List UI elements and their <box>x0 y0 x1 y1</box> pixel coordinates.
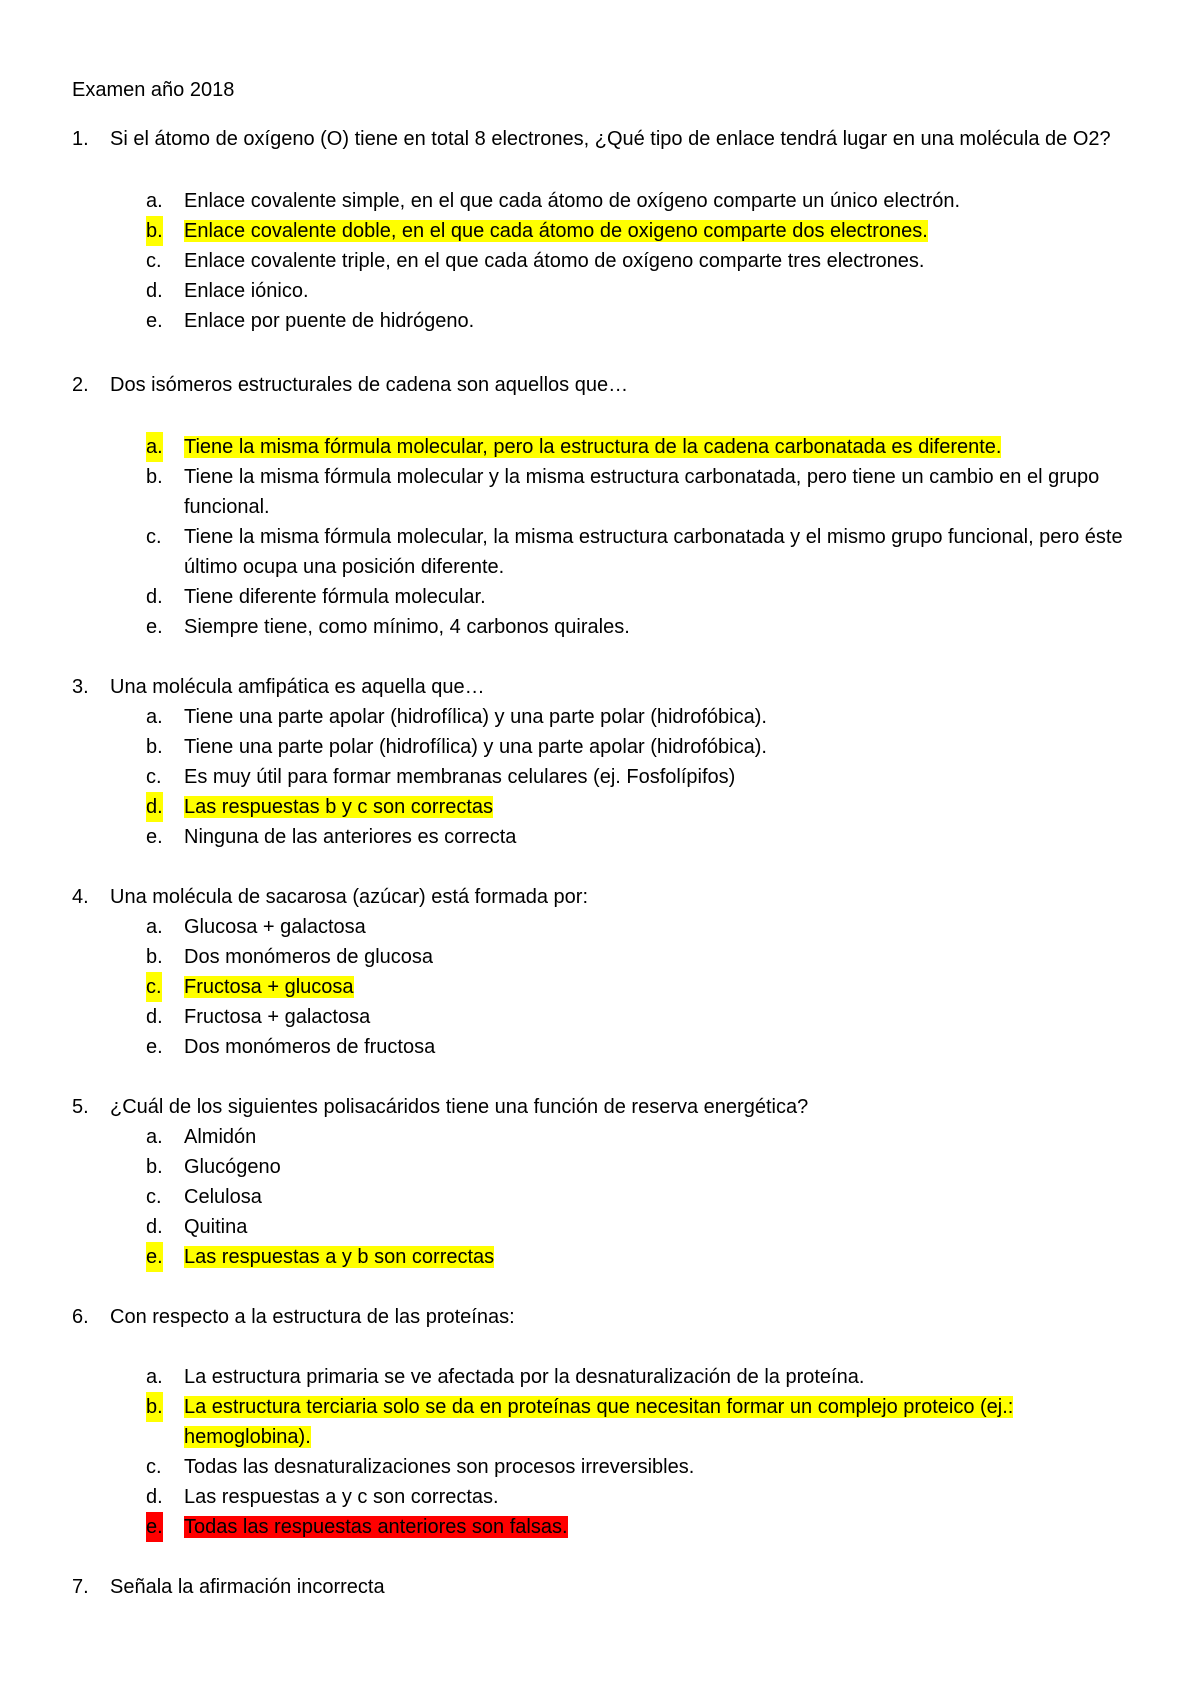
answer-option-highlighted <box>110 216 1140 246</box>
question-text: Dos isómeros estructurales de cadena son aquellos que… <box>110 374 629 396</box>
answer-option <box>110 762 1140 792</box>
question-number: 1. <box>72 128 89 150</box>
answer-option <box>110 582 1140 612</box>
option-letter: a. <box>146 432 163 462</box>
option-letter: e. <box>146 1512 163 1542</box>
option-letter: b. <box>146 216 163 246</box>
answer-option <box>110 1212 1140 1242</box>
option-letter: c. <box>146 1186 162 1208</box>
option-letter: c. <box>146 766 162 788</box>
answer-option-marked-wrong <box>110 1512 1140 1542</box>
answer-option <box>110 1152 1140 1182</box>
answer-option-highlighted <box>110 972 1140 1002</box>
answer-option <box>110 942 1140 972</box>
answer-option <box>110 612 1140 642</box>
option-letter: e. <box>146 616 163 638</box>
option-text: Almidón <box>184 1126 257 1148</box>
answer-option <box>110 1032 1140 1062</box>
option-letter: c. <box>146 526 162 548</box>
option-letter: e. <box>146 826 163 848</box>
answer-option <box>110 1482 1140 1512</box>
question-text: Una molécula amfipática es aquella que… <box>110 676 485 698</box>
option-text: Tiene una parte apolar (hidrofílica) y una parte polar (hidrofóbica). <box>184 706 767 728</box>
answer-option <box>110 732 1140 762</box>
option-text: La estructura terciaria solo se da en proteínas que necesitan formar un complejo proteico (ej.: hemoglobina). <box>184 1396 1014 1448</box>
option-letter: b. <box>146 466 163 488</box>
option-letter: d. <box>146 280 163 302</box>
answer-option <box>110 1182 1140 1212</box>
option-text: Glucosa + galactosa <box>184 916 366 938</box>
question-number: 7. <box>72 1576 89 1598</box>
option-letter: a. <box>146 916 163 938</box>
option-text: Las respuestas a y c son correctas. <box>184 1486 499 1508</box>
option-text: Fructosa + galactosa <box>184 1006 371 1028</box>
option-letter: d. <box>146 1486 163 1508</box>
option-text: Ninguna de las anteriores es correcta <box>184 826 517 848</box>
option-text: La estructura primaria se ve afectada por la desnaturalización de la proteína. <box>184 1366 865 1388</box>
answer-option <box>110 1452 1140 1482</box>
option-letter: d. <box>146 1216 163 1238</box>
option-text: Las respuestas b y c son correctas <box>184 796 494 818</box>
option-text: Tiene diferente fórmula molecular. <box>184 586 486 608</box>
option-letter: b. <box>146 736 163 758</box>
question-number: 6. <box>72 1306 89 1328</box>
question-number: 4. <box>72 886 89 908</box>
answer-option <box>110 1002 1140 1032</box>
option-letter: a. <box>146 190 163 212</box>
option-letter: b. <box>146 1156 163 1178</box>
option-text: Dos monómeros de fructosa <box>184 1036 436 1058</box>
option-letter: a. <box>146 706 163 728</box>
option-letter: c. <box>146 1456 162 1478</box>
option-text: Fructosa + glucosa <box>184 976 354 998</box>
option-text: Enlace iónico. <box>184 280 309 302</box>
option-letter: e. <box>146 1242 163 1272</box>
answer-option-highlighted <box>110 432 1140 462</box>
answer-option-highlighted <box>110 792 1140 822</box>
option-text: Tiene una parte polar (hidrofílica) y una parte apolar (hidrofóbica). <box>184 736 767 758</box>
answer-option-highlighted <box>110 1242 1140 1272</box>
question-text: ¿Cuál de los siguientes polisacáridos tiene una función de reserva energética? <box>110 1096 809 1118</box>
answer-option <box>110 912 1140 942</box>
option-text: Siempre tiene, como mínimo, 4 carbonos quirales. <box>184 616 630 638</box>
option-text: Dos monómeros de glucosa <box>184 946 434 968</box>
option-text: Enlace covalente doble, en el que cada átomo de oxigeno comparte dos electrones. <box>184 220 928 242</box>
option-letter: e. <box>146 1036 163 1058</box>
answer-option <box>110 822 1140 852</box>
option-letter: d. <box>146 1006 163 1028</box>
option-text: Es muy útil para formar membranas celulares (ej. Fosfolípifos) <box>184 766 736 788</box>
option-text: Tiene la misma fórmula molecular, pero la estructura de la cadena carbonatada es diferente. <box>184 436 1002 458</box>
option-text: Enlace por puente de hidrógeno. <box>184 310 475 332</box>
option-letter: c. <box>146 972 162 1002</box>
answer-option <box>110 702 1140 732</box>
answer-option <box>110 306 1140 336</box>
question-text: Señala la afirmación incorrecta <box>110 1576 385 1598</box>
question-text: Con respecto a la estructura de las proteínas: <box>110 1306 515 1328</box>
answer-option <box>110 462 1140 522</box>
option-letter: a. <box>146 1126 163 1148</box>
option-letter: d. <box>146 792 163 822</box>
option-text: Tiene la misma fórmula molecular y la misma estructura carbonatada, pero tiene un cambio en el grupo funcional. <box>184 466 1100 518</box>
option-text: Todas las respuestas anteriores son falsas. <box>184 1516 568 1538</box>
option-text: Las respuestas a y b son correctas <box>184 1246 495 1268</box>
answer-option <box>110 246 1140 276</box>
document-title: Examen año 2018 <box>72 79 235 101</box>
option-letter: b. <box>146 946 163 968</box>
answer-option-highlighted <box>110 1392 1140 1452</box>
option-letter: b. <box>146 1392 163 1422</box>
option-letter: e. <box>146 310 163 332</box>
question-text: Una molécula de sacarosa (azúcar) está formada por: <box>110 886 589 908</box>
option-letter: c. <box>146 250 162 272</box>
option-text: Glucógeno <box>184 1156 281 1178</box>
answer-option <box>110 1122 1140 1152</box>
answer-option <box>110 1362 1140 1392</box>
option-text: Enlace covalente triple, en el que cada átomo de oxígeno comparte tres electrones. <box>184 250 925 272</box>
option-letter: d. <box>146 586 163 608</box>
option-text: Enlace covalente simple, en el que cada átomo de oxígeno comparte un único electrón. <box>184 190 961 212</box>
question-number: 5. <box>72 1096 89 1118</box>
answer-option <box>110 276 1140 306</box>
question-number: 3. <box>72 676 89 698</box>
option-letter: a. <box>146 1366 163 1388</box>
question-text: Si el átomo de oxígeno (O) tiene en total 8 electrones, ¿Qué tipo de enlace tendrá lugar en una molécula de O2? <box>110 128 1111 150</box>
option-text: Quitina <box>184 1216 248 1238</box>
answer-option <box>110 522 1140 582</box>
option-text: Todas las desnaturalizaciones son procesos irreversibles. <box>184 1456 695 1478</box>
option-text: Celulosa <box>184 1186 262 1208</box>
answer-option <box>110 186 1140 216</box>
question-number: 2. <box>72 374 89 396</box>
option-text: Tiene la misma fórmula molecular, la misma estructura carbonatada y el mismo grupo funcional, pero éste último ocupa una posición diferente. <box>184 526 1123 578</box>
